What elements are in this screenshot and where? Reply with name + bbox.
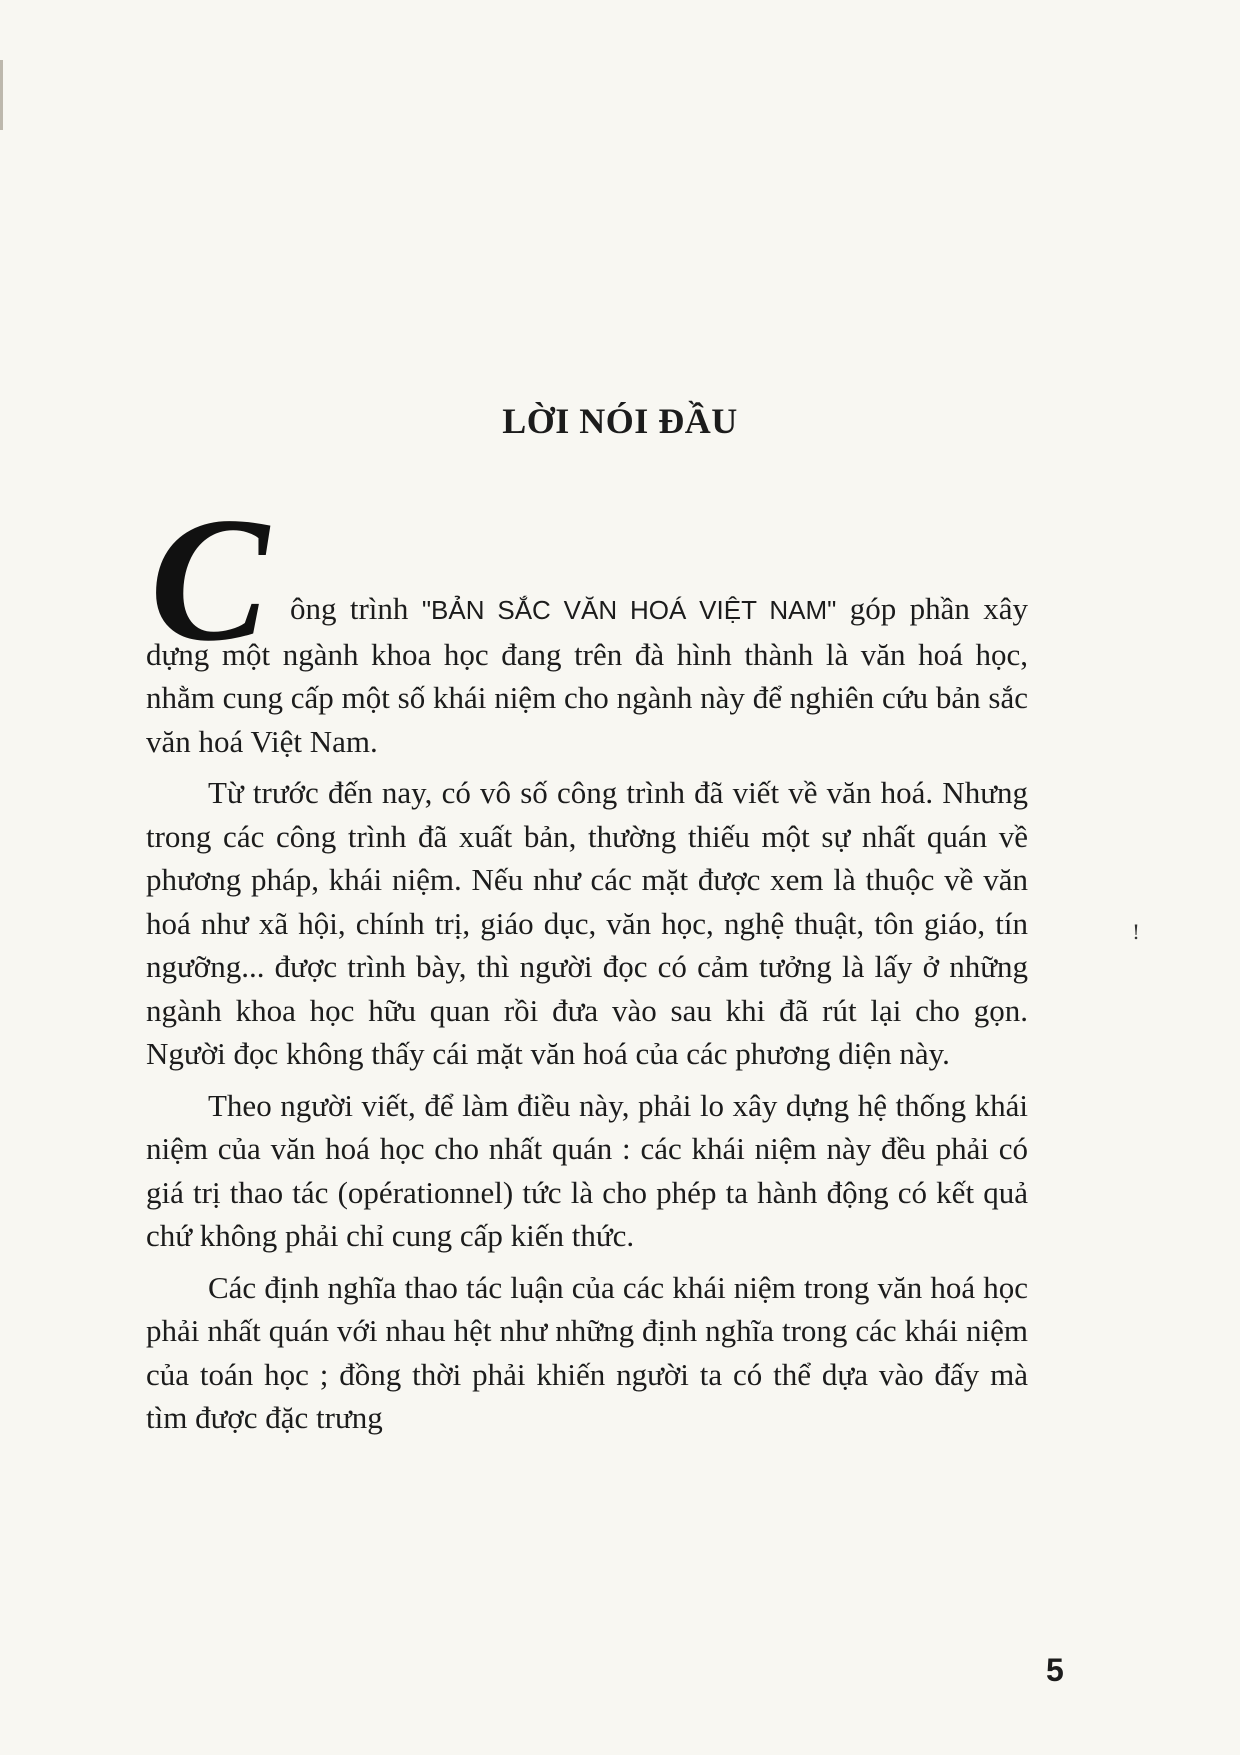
drop-cap-letter: C bbox=[150, 480, 269, 678]
work-title: "BẢN SẮC VĂN HOÁ VIỆT NAM" bbox=[421, 595, 837, 625]
paragraph-1-start: ông trình bbox=[290, 591, 422, 626]
body-text bbox=[146, 587, 1028, 1448]
page-number: 5 bbox=[1046, 1652, 1064, 1688]
paragraph-3: Theo người viết, để làm điều này, phải lo xây dựng hệ thống khái niệm của văn hoá học cho nhất quán : các khái niệm này đều phải có giá trị thao tác (opérationnel) tức là cho phép ta hành động có kết quả chứ không phải chỉ cung cấp kiến thức. bbox=[146, 1087, 1028, 1253]
page-title: LỜI NÓI ĐẦU bbox=[502, 401, 738, 441]
paragraph-4: Các định nghĩa thao tác luận của các khái niệm trong văn hoá học phải nhất quán với nhau hệt như những định nghĩa trong các khái niệm của toán học ; đồng thời phải khiến người ta có thể dựa vào đấy mà tìm được đặc trưng bbox=[146, 1269, 1028, 1435]
paragraph-1 bbox=[146, 587, 1028, 763]
page-edge-shadow bbox=[0, 60, 3, 130]
paragraph-1-rest: góp phần xây dựng một ngành khoa học đang trên đà hình thành là văn hoá học, nhằm cung cấp một số khái niệm cho ngành này để nghiên cứu bản sắc văn hoá Việt Nam. bbox=[146, 591, 1028, 759]
paragraph-2: Từ trước đến nay, có vô số công trình đã viết về văn hoá. Nhưng trong các công trình đã xuất bản, thường thiếu một sự nhất quán về phương pháp, khái niệm. Nếu như các mặt được xem là thuộc về văn hoá như xã hội, chính trị, giáo dục, văn học, nghệ thuật, tôn giáo, tín ngưỡng... được trình bày, thì người đọc có cảm tưởng là lấy ở những ngành khoa học hữu quan rồi đưa vào sau khi đã rút lại cho gọn. Người đọc không thấy cái mặt văn hoá của các phương diện này. bbox=[146, 775, 1028, 1071]
margin-mark: ! bbox=[1132, 920, 1141, 944]
